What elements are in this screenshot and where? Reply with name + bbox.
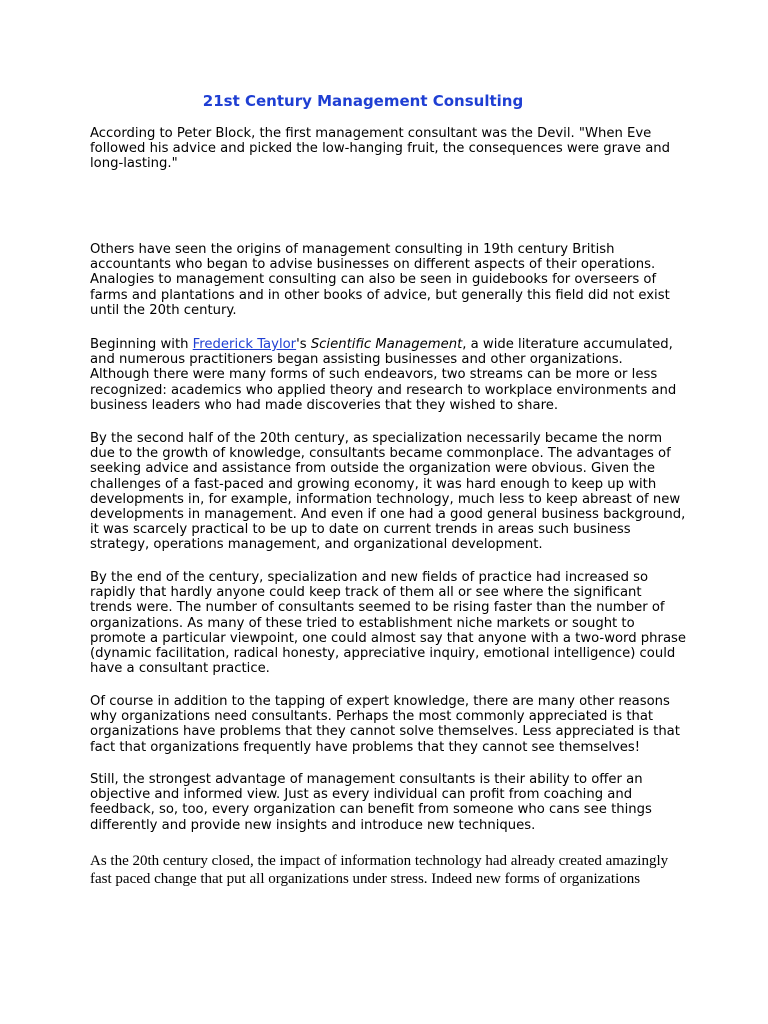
paragraph-taylor-prefix: Beginning with	[90, 337, 193, 352]
paragraph-origins: Others have seen the origins of management consulting in 19th century British accountants who began to advise businesses on different aspects of their operations. Analogies to management consulting can also be seen in guidebooks for overseers of farms and plantations and in other books of advice, but generally this field did not exist until the 20th century.	[90, 242, 670, 318]
scientific-management-title: Scientific Management	[310, 337, 463, 352]
frederick-taylor-link[interactable]: Frederick Taylor	[192, 337, 297, 352]
paragraph-taylor	[90, 337, 686, 413]
paragraph-end-of-century: By the end of the century, specialization and new fields of practice had increased so rapidly that hardly anyone could keep track of them all or see where the significant trends were. The number of consultants seemed to be rising faster than the number of organizations. As many of these tried to establishment niche markets or sought to promote a particular viewpoint, one could almost say that anyone with a two-word phrase (dynamic facilitation, radical honesty, appreciative inquiry, emotional intelligence) could have a consultant practice.	[90, 570, 687, 677]
paragraph-advantage: Still, the strongest advantage of management consultants is their ability to offer an objective and informed view. Just as every individual can profit from coaching and feedback, so, too, every organization can benefit from someone who cans see things differently and provide new insights and introduce new techniques.	[90, 772, 652, 833]
page-title: 21st Century Management Consulting	[202, 92, 524, 110]
paragraph-closing: As the 20th century closed, the impact of information technology had already created amazingly fast paced change that put all organizations under stress. Indeed new forms of organizations	[90, 853, 669, 887]
paragraph-reasons: Of course in addition to the tapping of expert knowledge, there are many other reasons why organizations need consultants. Perhaps the most commonly appreciated is that organizations have problems that they cannot solve themselves. Less appreciated is that fact that organizations frequently have problems that they cannot see themselves!	[90, 694, 680, 755]
paragraph-specialization: By the second half of the 20th century, as specialization necessarily became the norm due to the growth of knowledge, consultants became commonplace. The advantages of seeking advice and assistance from outside the organization were obvious. Given the challenges of a fast-paced and growing economy, it was hard enough to keep up with developments in, for example, information technology, much less to keep abreast of new developments in management. And even if one had a good general business background, it was scarcely practical to be up to date on current trends in areas such business strategy, operations management, and organizational development.	[90, 431, 686, 553]
paragraph-taylor-possessive: 's	[296, 337, 311, 352]
paragraph-intro: According to Peter Block, the first management consultant was the Devil. "When Eve followed his advice and picked the low-hanging fruit, the consequences were grave and long-lasting."	[90, 126, 671, 172]
paragraph-taylor-suffix: , a wide literature accumulated, and numerous practitioners began assisting businesses and other organizations. Although there were many forms of such endeavors, two streams can be more or less recognized: academics who applied theory and research to workplace environments and business leaders who had made discoveries that they wished to share.	[90, 337, 677, 413]
